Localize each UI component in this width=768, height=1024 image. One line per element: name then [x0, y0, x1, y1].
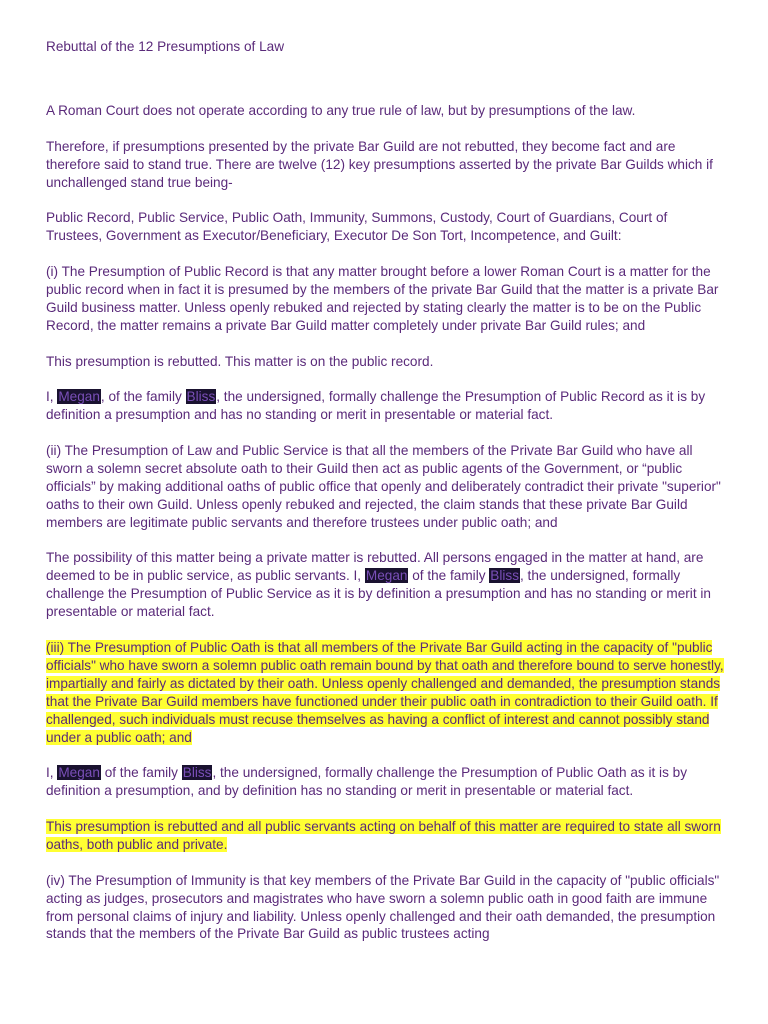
paragraph-challenge-public-oath — [46, 764, 726, 800]
text-segment: , the undersigned, formally challenge the Presumption of Public Service as it is by definition a presumption and has no standing or merit in presentable or material fact. — [46, 568, 711, 620]
text-segment: of the family — [408, 568, 490, 584]
text-segment: , of the family — [100, 389, 186, 405]
paragraph-roman-court: A Roman Court does not operate according to any true rule of law, but by presumptions of the law. — [46, 102, 636, 118]
paragraph-presumption-list: Public Record, Public Service, Public Oath, Immunity, Summons, Custody, Court of Guardians, Court of Trustees, Government as Executor/Beneficiary, Executor De Son Tort, Incompetence, and Guilt: — [46, 210, 668, 244]
paragraph-twelve-presumptions: Therefore, if presumptions presented by the private Bar Guild are not rebutted, they become fact and are therefore said to stand true. There are twelve (12) key presumptions asserted by the private Bar Guilds which if unchallenged stand true being- — [46, 138, 713, 190]
text-segment: of the family — [100, 765, 182, 781]
family-name-redaction: Bliss — [186, 389, 216, 405]
paragraph-presumption-immunity: (iv) The Presumption of Immunity is that key members of the Private Bar Guild in the capacity of "public officials" acting as judges, prosecutors and magistrates who have sworn a solemn public oath in good faith are immune from personal claims of injury and liability. Unless openly challenged and their oath demanded, the presumption stands that the members of the Private Bar Guild as public trustees acting — [46, 872, 720, 942]
highlighted-text: The Presumption of Public Oath is that all members of the Private Bar Guild acting in the capacity of "public officials" who have sworn a solemn public oath remain bound by that oath and therefore bound to serve honestly, impartially and fairly as dictated by their oath. Unless openly challenged and demanded, the presumption stands that the Private Bar Guild members have functioned under their public oath in contradiction to their Guild oath. If challenged, such individuals must recuse themselves as having a conflict of interest and cannot possibly stand under a public oath; and — [46, 639, 724, 745]
text-segment: , the undersigned, formally challenge the Presumption of Public Record as it is by definition a presumption and has no standing or merit in presentable or material fact. — [46, 389, 706, 423]
family-name-redaction: Bliss — [490, 568, 519, 584]
text-segment: , the undersigned, formally challenge the Presumption of Public Oath as it is by definition a presumption, and by definition has no standing or merit in presentable or material fact. — [46, 765, 687, 799]
highlighted-text: This presumption is rebutted and all public servants acting on behalf of this matter are required to state all sworn oaths, both public and private. — [46, 819, 721, 852]
given-name-redaction: Megan — [58, 765, 100, 781]
document-page — [46, 38, 726, 961]
given-name-redaction: Megan — [58, 389, 100, 405]
text-segment: I, — [46, 389, 58, 405]
family-name-redaction: Bliss — [182, 765, 212, 781]
paragraph-presumption-public-service: (ii) The Presumption of Law and Public Service is that all the members of the Private Bar Guild who have all sworn a solemn secret absolute oath to their Guild then act as public agents of the Government, or “public officials” by making additional oaths of public office that openly and deliberately contradict their private "superior" oaths to their own Guild. Unless openly rebuked and rejected, the claim stands that these private Bar Guild members are legitimate public servants and therefore trustees under public oath; and — [46, 443, 721, 530]
paragraph-rebuttal-public-oath — [46, 818, 726, 854]
paragraph-rebuttal-public-record: This presumption is rebutted. This matter is on the public record. — [46, 353, 434, 369]
document-title: Rebuttal of the 12 Presumptions of Law — [46, 39, 285, 54]
text-segment: I, — [46, 765, 58, 781]
text-segment: The possibility of this matter being a private matter is rebutted. All persons engaged in the matter at hand, are deemed to be in public service, as public servants. I, — [46, 550, 704, 584]
given-name-redaction: Megan — [365, 568, 408, 584]
paragraph-presumption-public-record: (i) The Presumption of Public Record is that any matter brought before a lower Roman Court is a matter for the public record when in fact it is presumed by the members of the private Bar Guild that the matter is a private Bar Guild business matter. Unless openly rebuked and rejected by stating clearly the matter is to be on the Public Record, the matter remains a private Bar Guild matter completely under private Bar Guild rules; and — [46, 264, 719, 333]
paragraph-challenge-public-record — [46, 388, 726, 424]
highlighted-text: (iii) — [46, 639, 68, 655]
paragraph-presumption-public-oath — [46, 639, 726, 746]
paragraph-challenge-public-service — [46, 549, 726, 621]
